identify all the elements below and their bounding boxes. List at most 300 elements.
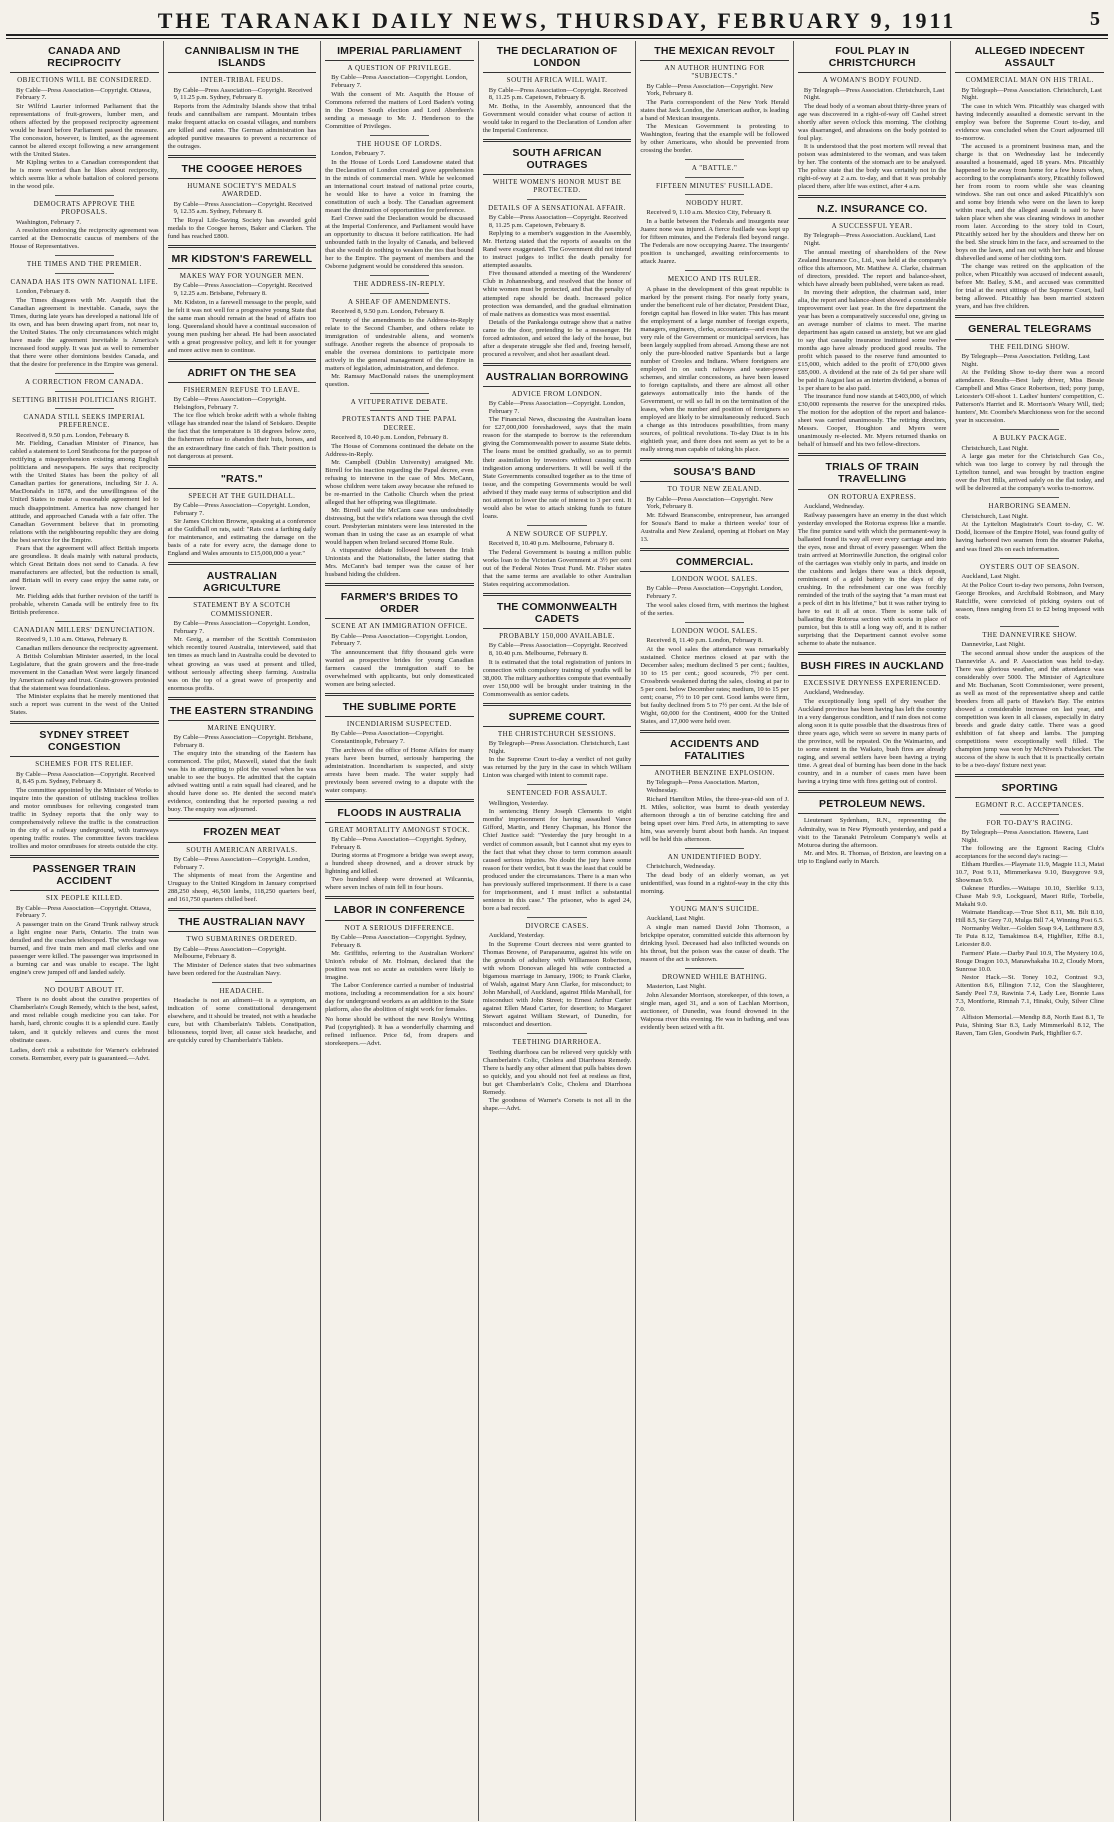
article-dateline: Received 9, 1.10 a.m. Ottawa, February 8. (16, 636, 128, 644)
article-paragraph: Fears that the agreement will affect British imports are groundless. It deals mainly with natural products, which Great Britain does not send to Canada. A few manufacturers are affected, but the reduction is small, and Britain will in every case enjoy the same rate, or lower. (10, 544, 159, 592)
article-dateline: By Cable—Press Association—Copyright. Received 8, 10.40 p.m. Melbourne, February 8. (488, 642, 628, 657)
page-number: 5 (1090, 8, 1100, 30)
article-dateline: By Cable—Press Association—Copyright. Melbourne, February 8. (173, 945, 287, 961)
article-dateline: By Cable—Press Association—Copyright. Received 9, 11.25 p.m. Sydney, February 8. (173, 86, 313, 102)
article (640, 164, 789, 266)
article-subhead: LONDON WOOL SALES. (671, 575, 758, 583)
article-headline: SYDNEY STREET CONGESTION (10, 727, 159, 757)
article (483, 369, 632, 521)
article-paragraph: Sir James Crichton Browne, speaking at a conference at the Guildhall on rats, said: "Rats cost a farthing daily for maintenance, and estimating the damage on the basis of a rate for every acre, the damage done to England and Wales amounts to £15,000,000 a year." (167, 518, 317, 558)
article-separator (798, 453, 947, 456)
article-subhead: WHITE WOMEN'S HONOR MUST BE PROTECTED. (492, 177, 622, 195)
article-dateline: By Cable—Press Association—Copyright. Helsingfors, February 7. (173, 396, 287, 411)
article-subhead: YOUNG MAN'S SUICIDE. (669, 904, 760, 913)
article-subhead: THE FEILDING SHOW. (989, 342, 1070, 351)
article-paragraph: The wool sales closed firm, with merinos the highest of the series. (640, 601, 789, 617)
article (798, 201, 947, 449)
article-paragraph: The case in which Wm. Pitcaithly was charged with having indecently assaulted a domestic servant in the employ was before the Supreme Court to-day, and evidence was concluded when the Court adjourned till to-morrow. (955, 102, 1105, 142)
article-paragraph: With the consent of Mr. Asquith the House of Commons referred the matters of Lord Baden's voting in the Down South election and Lord Aberdeen's sending a message to Mr. J. Henderson to the Committee of Privileges. (325, 90, 474, 130)
article-subhead: TEETHING DIARRHOEA. (512, 1038, 602, 1047)
article-paragraph: The Times disagrees with Mr. Asquith that the Canadian agreement is inevitable. Canada, says the Times, during late years has developed a national life of its own, and has been drawing apart from, not near to, the United States. The only circumstances which might have made the agreement inevitable is America's increased food supply. It was just as well to remember that there were other dominions besides Canada, and that the desire for preference in the Empire was general. (10, 296, 159, 369)
article-paragraph: A resolution endorsing the reciprocity agreement was carried at the Democratic caucus of members of the House of Representatives. (10, 227, 159, 251)
article-subhead: SCHEMES FOR ITS RELIEF. (35, 760, 134, 769)
article-headline: THE COMMONWEALTH CADETS (483, 599, 632, 629)
article-headline: IMPERIAL PARLIAMENT (325, 43, 474, 61)
article (168, 568, 317, 692)
article-paragraph: There is no doubt about the curative properties of Chamberlain's Cough Remedy, which is the best, safest, and most reliable cough medicine you can take. For harsh, hard, chronic coughs it is a splendid cure. Easily taken, and it quickly relieves and cures the most obstinate cases. (10, 996, 159, 1044)
article (10, 861, 159, 977)
article-paragraph: Nestor Hack.—St. Toney 10.2, Contrast 9.3, Attention 8.6, Ellington 7.12, Con the Slaughterer, Sandy Peel 7.9, Rawinia 7.4, Lady Lee, Bonnie Lass 7.3, Montforte, Rimnah 7.1, Hinaki, Ouly, Silver Cline 7.0. (955, 973, 1105, 1013)
article-separator (527, 917, 586, 918)
article-subhead: INCENDIARISM SUSPECTED. (346, 719, 453, 728)
article-headline: THE COOGEE HEROES (168, 161, 317, 179)
article (483, 145, 632, 359)
article (325, 699, 474, 795)
article-subhead: SENTENCED FOR ASSAULT. (506, 789, 608, 798)
article-paragraph: Earl Crewe said the Declaration would be discussed at the Imperial Conference, and Parliament would have an opportunity to discuss it before ratification. He had unbounded faith in the loyalty of Canada, and believed that she would do nothing to weaken the ties that bound her to the Empire. The payment of members and the Osborne judgment would be considered this session. (325, 214, 474, 271)
article (640, 905, 789, 964)
article (955, 434, 1104, 493)
article-dateline: Received 8, 10.40 p.m. London, February 8. (331, 433, 448, 441)
article-subhead: SIX PEOPLE KILLED. (46, 894, 123, 903)
article-headline: THE MEXICAN REVOLT (640, 43, 789, 61)
article-subhead: A SHEAF OF AMENDMENTS. (348, 297, 451, 306)
article-paragraph: Normanby Welter.—Golden Soap 9.4, Leithmere 8.9, Te Puia 8.12, Tamakimoa 8.4, Highflier, Effie 8.1, Leicester 8.0. (955, 925, 1105, 949)
article (483, 530, 632, 589)
article-separator (483, 139, 632, 142)
masthead-rule (6, 38, 1108, 39)
article-dateline: By Cable—Press Association—Copyright. New York, February 8. (646, 495, 774, 511)
article-dateline: By Cable—Press Association—Copyright. Constantinople, February 7. (331, 730, 444, 745)
article-subhead: MAKES WAY FOR YOUNGER MEN. (179, 272, 305, 281)
article-paragraph: The annual meeting of shareholders of the New Zealand Insurance Co., Ltd., was held at the company's office this afternoon, Mr. Matthew A. Clarke, chairman of directors, presided. The report and balance-sheet, which have already been published, were taken as read. (797, 248, 947, 288)
article (10, 986, 159, 1063)
article (10, 260, 159, 369)
article-subhead: OBJECTIONS WILL BE CONSIDERED. (17, 76, 152, 85)
article (955, 563, 1104, 622)
article-dateline: By Telegraph—Press Association. Christchurch, Last Night. (488, 740, 630, 755)
article-subhead: ON ROTORUA EXPRESS. (828, 492, 917, 501)
subhead-separator (685, 177, 744, 178)
subhead-separator (685, 194, 744, 195)
article-subhead: THE DANNEVIRKE SHOW. (982, 630, 1078, 639)
article (483, 789, 632, 912)
article-paragraph: The House of Commons continued the debate on the Address-in-Reply. (325, 442, 474, 458)
article-paragraph: Alfiston Memorial.—Mendip 8.8, North East 8.1, Te Puia, Shining Star 8.3, Lady Mimmerkahl 8.12, The Raven, Tam Glen, Goodwin Park, Highflier 6.7. (955, 1013, 1105, 1037)
article-subhead: THE HOUSE OF LORDS. (356, 139, 443, 148)
article-subhead: PROBABLY 150,000 AVAILABLE. (499, 632, 615, 641)
article-subhead: AN UNIDENTIFIED BODY. (667, 852, 762, 861)
article (640, 853, 789, 896)
article (10, 727, 159, 851)
subhead-separator (370, 410, 429, 411)
article-paragraph: Richard Hamilton Miles, the three-year-old son of J. H. Miles, solicitor, was burnt to death yesterday afternoon through a tin of benzine catching fire and being upset over him. Fred Arts, in attempting to save him, was severely burnt about both hands. An inquest will be held this afternoon. (640, 795, 789, 843)
article-paragraph: Mr. Kidston, in a farewell message to the people, said he felt it was not well for a progressive young State that the same man should remain at the head of affairs too long. Queensland should have a continual succession of young men pushing her ahead. He had been associated with a great progressive policy, and left it for younger and more active men to continue. (167, 298, 317, 354)
article-paragraph: Two hundred sheep were drowned at Wilcannia, where seven inches of rain fell in four hours. (325, 876, 474, 892)
article-paragraph: A single man named David John Thomson, a brickpipe operator, committed suicide this afternoon by drinking lysol. Deceased had also inflicted wounds on his throat, but the poison was the cause of death. The reason of the act is unknown. (640, 923, 789, 963)
article-paragraph: In moving their adoption, the chairman said, inter alia, the report and balance-sheet showed a considerable improvement over last year. In the fire department the year has been a comparatively successful one, giving us an average number of claims to meet. The marine department has again caused us anxiety, but we are glad to say that casualty insurance instituted some twelve months ago have already produced good results. The profit which passed to the reserve fund amounted to £15,000, which added to the profit of £70,000 gives £85,000. A dividend at the rate of 2s 6d per share will be paid in August last as an interim dividend, a bonus of 1s per share to be also paid. (797, 288, 947, 393)
article-subhead: A BULKY PACKAGE. (992, 434, 1067, 443)
article-headline: PETROLEUM NEWS. (798, 796, 947, 814)
article-subhead: CANADA HAS ITS OWN NATIONAL LIFE. (10, 277, 159, 286)
article-dateline: By Cable—Press Association—Copyright. London, February 7. (173, 502, 311, 517)
column-7 (951, 41, 1108, 1821)
article-subhead: A NEW SOURCE OF SUPPLY. (506, 529, 608, 538)
column-3 (321, 41, 479, 1821)
article-paragraph: Mr. Fielding, Canadian Minister of Finance, has cabled a statement to Lord Strathcona for the purpose of rectifying a misapprehension existing among English politicians and newspapers. He says that reciprocity with the United States has been the policy of all Canadian parties for generations, including Sir J. A. MacDonald's in 1878, and the unwillingness of the United States to make a reasonable agreement led to much disappointment. America has now changed her attitude, and approached Canada with a fair offer. The Canadian Government believe that in promoting relations with the neighbouring republic they are doing the best service for the Empire. (10, 440, 159, 544)
article-subhead: SOUTH AFRICA WILL WAIT. (506, 76, 608, 85)
article (168, 987, 317, 1046)
article-paragraph: In the Supreme Court to-day a verdict of not guilty was returned by the jury in the case in which William Linton was charged with intent to commit rape. (482, 756, 632, 780)
article-headline: FLOODS IN AUSTRALIA (325, 805, 474, 823)
article (10, 626, 159, 717)
article-separator (685, 622, 744, 623)
article-subhead: MARINE ENQUIRY. (207, 723, 277, 732)
article (483, 922, 632, 1029)
article-separator (798, 195, 947, 198)
article-paragraph: The Mexican Government is protesting to Washington, fearing that the example will be followed by other Americans, who should be prevented from crossing the border. (640, 123, 789, 155)
article-dateline: By Cable—Press Association—Copyright. London, February 7. (173, 620, 311, 635)
article-paragraph: At the wool sales the attendance was remarkably sustained. Choice merinos closed at par with the December sales; medium declined 5 per cent.; faulties, 10 to 15 per cent.; good scoureds, 7½ per cent. Crossbreds weakened during the sales, closing at par to 5 per cent. below December rates; medium, 10 to 15 per cent; coarse, 7½ to 10 per cent. Good lambs were firm, but faulty declined from 5 to 7½ per cent. At the Isle of Wight, 60,000 for the Continent, 4000 for the United States, and 17,000 were held over. (640, 645, 789, 725)
article-dateline: Christchurch, Last Night. (961, 512, 1029, 520)
article-separator (168, 908, 317, 911)
article-separator (325, 583, 474, 586)
article-dateline: Received 8, 10.40 p.m. Melbourne, February 8. (488, 540, 614, 548)
article-paragraph: In a battle between the Federals and insurgents near Juarez none was injured. A fierce fusillade was kept up for fifteen minutes, and the Federals fled beyond range. The Federals are now occupying Juarez. The insurgents' position is unchanged, awaiting reinforcements to attack Juarez. (640, 217, 789, 266)
article-subhead: A QUESTION OF PRIVILEGE. (347, 64, 452, 73)
article-paragraph: It is estimated that the total registration of juniors in connection with compulsory training of youths will be 38,000. The military authorities compute that eventually over 150,000 will be brought under training in the Commonwealth as senior cadets. (482, 658, 632, 698)
article-subhead: AN AUTHOR HUNTING FOR "SUBJECTS." (664, 64, 765, 81)
article (168, 824, 317, 904)
article-paragraph: At the Feilding Show to-day there was a record attendance. Results—Best lady driver, Miss Bessie Campbell and Miss Grace Robertson, tied; pony jump, Leicester's Off-shoot 1. Ladies' hunters' competition, C. Patterson's Harriet and R. Morrison's Weary Will, tied; hunters', Mr. Coombe's Marchioness won for the second year in succession. (955, 369, 1105, 425)
article-headline: THE AUSTRALIAN NAVY (168, 914, 317, 932)
article-separator (640, 458, 789, 461)
article-subhead: NOT A SERIOUS DIFFERENCE. (344, 923, 455, 932)
article-dateline: By Cable—Press Association—Copyright. Sydney, February 8. (331, 836, 467, 851)
article-headline: AUSTRALIAN BORROWING (483, 369, 632, 387)
article (483, 599, 632, 699)
article (168, 43, 317, 151)
article-paragraph: John Alexander Morrison, storekeeper, of this town, a single man, aged 31, and a son of Lachlan Morrison, auctioneer, of Dunedin, was found drowned in the Waipoua river this evening. He was in bathing, and was evidently been seized with a fit. (640, 991, 789, 1032)
article-paragraph: In the House of Lords Lord Lansdowne stated that the Declaration of London created grave apprehension in the minds of commercial men. While he welcomed an international court instead of national prize courts, he would like to have a voice in framing the constitution of such a body. The Canadian agreement meant the diminution of opportunities for preference. (325, 158, 474, 214)
article-paragraph: In sentencing Henry Joseph Clements to eight months' imprisonment for having assaulted Vance Gifford, Martin, and Henry Chapman, his Honor the Chief Justice said: "Yesterday the jury brought in a verdict of common assault, but I cannot shut my eyes to the fact that what they chose to term common assault caused serious injuries. No doubt the jury have some reason for their verdict, but it was the least that could be produced under the circumstances. There is a man who has previously suffered imprisonment. If there is a case for imprisonment, and I must inflict a substantial sentence in this case." The prisoner, who is aged 24, bore a bad record. (482, 808, 632, 912)
article-paragraph: Canadian millers denounce the reciprocity agreement. (16, 644, 159, 652)
article-dateline: Auckland, Last Night. (646, 915, 705, 923)
article-paragraph: At the Police Court to-day two persons, John Iverson, George Brookes, and Archibald Robinson, and Mary Ratcliffe, were convicted of picking oysters out of season, fines ranging from £1 to £2 being imposed with costs. (955, 581, 1105, 621)
article-paragraph: The shipments of meat from the Argentine and Uruguay to the United Kingdom in January comprised 288,250 sheep, 46,500 lambs, 118,250 quarters beef, and 161,750 quarters chilled beef. (167, 872, 317, 904)
article-paragraph: Replying to a member's suggestion in the Assembly, Mr. Hertzog stated that the reports of assaults on the Rand were exaggerated. The Government did not intend to instruct judges to inflict the death penalty for attempted assaults. (482, 230, 632, 270)
article-subhead: HEADACHE. (219, 986, 265, 995)
article-headline: CANADA AND RECIPROCITY (10, 43, 159, 73)
article-paragraph: Sir Wilfrid Laurier informed Parliament that the representations of fruit-growers, lumber men, and others affected by the proposed reciprocity agreement would be heard before Parliament passed the measure. The concession, however, is limited, as the agreement cannot be altered except following a new arrangement with the United States. (10, 102, 159, 158)
article-dateline: Auckland, Wednesday. (803, 689, 865, 697)
article-paragraph: Mr. Campbell (Dublin University) arraigned Mr. Birrell for his inaction regarding the Papal decree, even refusing to intervene in the case of Mrs. McCann, whose children were taken away because she refused to be re-married in the Catholic Church when the priest alleged that her offspring was illegitimate. (325, 458, 474, 506)
article-subhead: HARBORING SEAMEN. (988, 502, 1071, 511)
article (325, 589, 474, 689)
article-paragraph: The goodness of Warner's Corsets is not all in the shape.—Advt. (482, 1096, 632, 1112)
article (168, 161, 317, 241)
article-paragraph: The Royal Life-Saving Society has awarded gold medals to the Coogee heroes, Baker and Clarken. The fund has reached £800. (167, 216, 317, 240)
article (640, 275, 789, 454)
article-subhead: FISHERMEN REFUSE TO LEAVE. (183, 385, 301, 394)
article-separator (798, 652, 947, 655)
article-separator (370, 393, 429, 394)
article-paragraph: Waimate Handicap.—True Shot 8.11, Mt. Bilt 8.10, Hill 8.5, Sir Grey 7.0, Mulga Bill 7.4, Winning Post 6.5. (955, 909, 1105, 925)
subhead-separator (55, 273, 114, 274)
article-paragraph: Mr. Griffiths, referring to the Australian Workers' Union's rebuke of Mr. Holman, declared that the position was not so acute as outsiders were likely to imagine. (325, 950, 474, 982)
article-paragraph: Mr. Birrell said the McCann case was undoubtedly distressing, but the wife's relations was through the civil court. Presbyterian ministers were less interested in the woman than in using the case as an example of what would happen when Ireland secured Home Rule. (325, 506, 474, 546)
article-subhead: SCENE AT AN IMMIGRATION OFFICE. (331, 622, 468, 631)
article (483, 43, 632, 135)
article-separator (685, 159, 744, 160)
article (168, 914, 317, 978)
article-separator (640, 548, 789, 551)
article-dateline: By Cable—Press Association—Copyright. London, February 7. (646, 585, 783, 600)
article-headline: ACCIDENTS AND FATALITIES (640, 736, 789, 766)
subhead-separator (1000, 814, 1059, 815)
subhead-separator (55, 408, 114, 409)
article-dateline: By Cable—Press Association—Copyright. Received 8, 8.45 p.m. Sydney, February 8. (16, 770, 155, 786)
article-separator (1000, 497, 1059, 498)
article-separator (1000, 626, 1059, 627)
article-subhead: EXCESSIVE DRYNESS EXPERIENCED. (803, 679, 941, 688)
article-headline: ALLEGED INDECENT ASSAULT (955, 43, 1104, 73)
article-separator (168, 359, 317, 362)
article (168, 365, 317, 461)
article-paragraph: In the Supreme Court decrees nisi were granted to Thomas Browne, of Paraparaumu, against his wife on the grounds of adultery with Williamson Robertson, with whom Donovan alleged his wife contracted a bigamous marriage in January, 1906; to Frank Clarke, of Walsh, against Mary Ann Clarke, for misconduct; to John Marshall, of Auckland, against Hilda Marshall, for misconduct with John Street; to Ernest Arthur Carter against Ellen Maud Carter, for desertion; to Margaret Stewart against William Stewart, of Dunedin, for misconduct and desertion. (482, 940, 632, 1029)
article-paragraph: The Labor Conference carried a number of industrial motions, including a recommendation for a six hours' day for underground workers as an addition to the State platform, also the abolition of night work for females. (325, 982, 474, 1014)
article-separator (370, 135, 429, 136)
article-paragraph: Headache is not an ailment—it is a symptom, an indication of some constitutional derangement elsewhere, and it should be treated, not with a headache cure, but with Chamberlain's Tablets. Constipation, biliousness, torpid liver, all cause sick headache, and are quickly cured by Chamberlain's Tablets. (167, 997, 317, 1045)
article-paragraph: The archives of the office of Home Affairs for many years have been burned, seriously hampering the administration. Incendiarism is suspected, and sixty arrests have been made. The water supply had previously been severed owing to a dispute with the water company. (325, 746, 474, 794)
article-headline: COMMERCIAL. (640, 554, 789, 572)
article (325, 43, 474, 131)
article-paragraph: Oaknese Hurdles.—Waitapu 10.10, Sterlike 9.13, Chase Mab 9.9, Lockguard, Maori Rifle, Torbelle, Makahi 9.0. (955, 885, 1105, 909)
advertisement-text: Ladies, don't risk a substitute for Warner's celebrated corsets. Remember, every pair is guaranteed.—Advt. (10, 1046, 159, 1062)
article-dateline: Received 9, 1.10 a.m. Mexico City, February 8. (646, 209, 772, 217)
article-dateline: Auckland, Last Night. (961, 572, 1021, 580)
article-paragraph: The exceptionally long spell of dry weather the Auckland province has been having has left the country in a very dangerous condition, and if rain does not come along soon it is quite possible that the disastrous fires of three years ago, which were so severe in many parts of the province, will be repeated. On the Waimarino, and to some extent in the Waikato, bush fires are already raging, and several settlers have been having a trying time. A great deal of burning has been done in the back country, and in a number of cases men have been having a trying time with fires getting out of control. (797, 698, 947, 786)
article-paragraph: The Paris correspondent of the New York Herald states that Jack London, the American author, is leading a band of Mexican insurgents. (640, 99, 789, 123)
article-subhead: THE CHRISTCHURCH SESSIONS. (497, 729, 617, 738)
article (325, 805, 474, 893)
article (168, 471, 317, 559)
article-headline: FOUL PLAY IN CHRISTCHURCH (798, 43, 947, 73)
article-subhead: A CORRECTION FROM CANADA. (24, 378, 144, 387)
article-paragraph: Details of the Pankalonga outrage show that a native came to the door, pretending to be a messenger. He forced admission, and seized the lady of the house, but after a desperate struggle she fled and, freeing herself, procured a revolver, and shot her assailant dead. (482, 318, 632, 358)
article-separator (325, 799, 474, 802)
column-5 (636, 41, 794, 1821)
article-paragraph: The Minister explains that he merely mentioned that such a report was current in the west of the United States. (10, 693, 159, 717)
article-dateline: By Telegraph—Press Association. Auckland, Last Night. (803, 232, 936, 248)
article-paragraph: The committee appointed by the Minister of Works to inquire into the question of utilising trackless trollies and motor omnibuses for relieving congested tram traffic in Sydney reports that the only way to comprehensively relieve the traffic is the construction in the city of a railway underground, with tramways opening traffic routes. The committee favors trackless trollies and motor omnibuses for streets outside the city. (10, 786, 159, 851)
article-headline: PASSENGER TRAIN ACCIDENT (10, 861, 159, 891)
article-dateline: Auckland, Yesterday. (488, 932, 545, 940)
article-separator (10, 721, 159, 724)
article-separator (527, 525, 586, 526)
columns-container (6, 41, 1108, 1821)
article-separator (527, 1033, 586, 1034)
article-separator (168, 245, 317, 248)
article-dateline: By Cable—Press Association—Copyright. Brisbane, February 8. (173, 734, 313, 749)
article-separator (483, 593, 632, 596)
article (168, 251, 317, 355)
article-headline: FARMER'S BRIDES TO ORDER (325, 589, 474, 619)
subhead-separator (527, 199, 586, 200)
article-paragraph: The dead body of a woman about thirty-three years of age was discovered in a right-of-way off Cashel street shortly after seven o'clock this morning. The clothing was disarranged, and abrasions on the body pointed to foul play. (797, 102, 947, 142)
article-separator (168, 818, 317, 821)
article-paragraph: The enquiry into the stranding of the Eastern has commenced. The pilot, Maxwell, stated that the fault was his in attempting to pilot the vessel when he was unable to see the buoys. He admitted that the captain advised waiting until a rain squall had cleared, and he should have done so. He denied the second mate's evidence, contending that he reported passing a red buoy. The enquiry was adjourned. (167, 750, 317, 814)
article-dateline: Masterton, Last Night. (646, 983, 707, 991)
article-paragraph: It is understood that the post mortem will reveal that poison was administered to the woman, and was taken by her. The contents of the stomach are to be analysed. The police state that the body was certainly not in the right-of-way at 2 a.m. to-day, and that it was probably placed there, after life was extinct, after 4 a.m. (797, 142, 947, 190)
article-paragraph: The accused is a prominent business man, and the charge is that on Wednesday last he indecently assaulted a housemaid, aged 18 years. Mrs. Pitcaithly happened to be away from home for a few hours when, according to the complainant's story, Pitcaithly followed her from room to room while she was cleaning windows. She ran out once and asked Pitcaithly's son and some boy friends who were on the lawn to keep within reach, and the alleged assault is said to have taken place when she was cleaning windows in another room later. According to the story told in Court, Pitcaithly seized her by the shoulders and threw her on the bed. She struck him in the face, and screamed to the boys on the lawn, and ran out with her hair and blouse dishevelled and some of her clothing torn. (955, 142, 1105, 263)
article-dateline: By Cable—Press Association—Copyright. Received 9, 12.35 a.m. Sydney, February 8. (173, 200, 313, 216)
article (798, 796, 947, 865)
article-subhead: CANADIAN MILLERS' DENUNCIATION. (13, 625, 156, 634)
article-paragraph: A phase in the development of this great republic is marked by the present rising. For nearly forty years, under the beneficent rule of her dictator, President Diaz, foreign capital has flowed in like water. This has meant the employment of a large number of foreign experts, managers, engineers, clerks, accountants—and even the very rule of the Government or municipal services, has been largely supplied from abroad. Among these are not only the pure-blooded native Spaniards but a large number of Creoles and Indians. Where foreigners are employed in on such railways and water-power schemes, and similar concessions, as have been leased to foreign capitalists, and there are almost all other gateways automatically into the hands of the Government, or will so fall in on the termination of the leases, when the number and position of foreigners so employed are likely to be simultaneously reduced. Such a change as this introduces possibilities, from many sources, of political revolutions. To-day Diaz is in his eightieth year, and there does not seem as yet to be a really strong man capable of taking his place. (640, 285, 789, 454)
article-separator (10, 855, 159, 858)
article-subhead: LONDON WOOL SALES. (671, 626, 758, 635)
article-paragraph: Five thousand attended a meeting of the Wanderers' Club in Johannesburg, and resolved that the honor of white women must be protected, and that the penalty of attempted rape should be death. Increased police protection was demanded, and the gradual elimination of male natives as domestics was most essential. (482, 270, 632, 318)
article (955, 43, 1104, 311)
article-separator (55, 195, 114, 196)
article-dateline: Christchurch, Wednesday. (646, 863, 715, 871)
article-dateline: Received 8, 9.50 p.m. London, February 8. (16, 431, 130, 439)
article-subhead: DETAILS OF A SENSATIONAL AFFAIR. (488, 203, 626, 212)
article-subhead: HUMANE SOCIETY'S MEDALS AWARDED. (187, 181, 297, 199)
article-separator (325, 896, 474, 899)
article-separator (955, 774, 1104, 777)
column-2 (164, 41, 322, 1821)
article-separator (55, 255, 114, 256)
article-subhead: A VITUPERATIVE DEBATE. (350, 397, 449, 406)
article-separator (955, 315, 1104, 318)
article (798, 43, 947, 191)
article-dateline: By Cable—Press Association—Copyright. New York, February 8. (646, 82, 774, 98)
article-paragraph: The insurance fund now stands at £403,000, of which £30,000 represents the reserve for the unexpired risks. The motion for the adoption of the report and balance-sheet was carried unanimously. The retiring directors, Messrs. Cooper, Houghton and Myers were unanimously re-elected. Mr. Myers returned thanks on behalf of himself and his two fellow-directors. (797, 393, 947, 449)
article (798, 658, 947, 786)
article-subhead: MEXICO AND ITS RULER. (667, 275, 762, 284)
article-dateline: Auckland, Wednesday. (803, 502, 865, 510)
article-paragraph: Mr. Edward Branscombe, entrepreneur, has arranged for Sousa's Band to make a thirteen weeks' tour of Australia and New Zealand, opening at Hobart on May 13. (640, 511, 789, 543)
article-subhead: DROWNED WHILE BATHING. (662, 972, 768, 981)
article (798, 459, 947, 648)
article-subhead: THE TIMES AND THE PREMIER. (26, 260, 142, 269)
article (640, 554, 789, 618)
article (483, 709, 632, 781)
article (325, 902, 474, 1048)
article-paragraph: The Minister of Defence states that two submarines have been ordered for the Australian Navy. (167, 961, 317, 977)
article-headline: FROZEN MEAT (168, 824, 317, 842)
article-paragraph: Mr Kipling writes to a Canadian correspondent that he is more worried than he likes about reciprocity, which seems like a whole battalion of colored persons in the wood pile. (10, 158, 159, 190)
article (640, 627, 789, 726)
article-separator (55, 373, 114, 374)
article-separator (1000, 558, 1059, 559)
article-dateline: Washington, February 7. (16, 218, 82, 226)
article-headline: "RATS." (168, 471, 317, 489)
article-subhead: STATEMENT BY A SCOTCH COMMISSIONER. (193, 601, 291, 618)
article (325, 140, 474, 271)
article-paragraph: The Financial News, discussing the Australian loans for £27,000,000 foreshadowed, says that the main reason for the stampede to borrow is the referendum giving the Commonwealth power to assume State debts. The loans must be omitted gradually, so as to permit their assimilation by investors without causing scrip indigestion among underwriters. It will be well if the State Governments consulted together as to the time of issue, and the competing Governments would be well advised if they made easy terms of subscription and did not attempt to lower the rate of interest to 3 per cent. It would also be wise to attach sinking funds to future loans. (482, 416, 632, 520)
article-paragraph: Railway passengers have an enemy in the dust which yesterday enveloped the Rotorua express like a mantle. The fine pumice sand with which the permanent-way is ballasted found its way all over every carriage and into the eyes, nose and throat of every passenger. When the train arrived at Morrinsville Junction, the original color of the carriages was visibly only in parts, and inside on the cushions and ledges there was a thick deposit, reminiscent of a gold battery in the days of dry crushing. In the refreshment car one was forcibly reminded of the truth of the saying that "a man must eat a peck of dirt in his lifetime," but it was rather trying to have to eat it all at once. There is some talk of ballasting the Rotorua section with scoria in place of pumice, but this is still a long way off, and it is rather surprising that the Department cannot evolve some scheme to abate the nuisance. (797, 511, 947, 647)
article-headline: ADRIFT ON THE SEA (168, 365, 317, 383)
article-dateline: By Cable—Press Association—Copyright. Received 9, 12.25 a.m. Brisbane, February 8. (173, 282, 313, 297)
article-headline: BUSH FIRES IN AUCKLAND (798, 658, 947, 676)
article-headline: THE DECLARATION OF LONDON (483, 43, 632, 73)
advertisement-text: No home should be without the new Rosly's Writing Pad (copyrighted). It has a wonderfully charming and refined influence. Price 6d, from drapers and storekeepers.—Advt. (325, 1016, 474, 1048)
article-headline: CANNIBALISM IN THE ISLANDS (168, 43, 317, 73)
article-dateline: By Cable—Press Association—Copyright. Received 8, 11.25 p.m. Capetown, February 8. (488, 86, 628, 102)
article-paragraph: The dead body of an elderly woman, as yet unidentified, was found in a rightof-way in the city this morning. (640, 871, 789, 895)
article-paragraph: The change was retired on the application of the police, when Pitcaithly was accused of indecent assault, before Mr. Bailey, S.M., and accused was committed for trial at the next sittings of the Supreme Court, bail being allowed. Pitcaithly has been married sixteen years, and has five children. (955, 263, 1105, 311)
article (168, 703, 317, 815)
article-paragraph: Teething diarrhoea can be relieved very quickly with Chamberlain's Colic, Cholera and Diarrhoea Remedy. There is hardly any other ailment that pulls babies down so quickly, and you should not feel at restless as first, but get Chamberlain's Colic, Cholera and Diarrhoea Remedy. (482, 1048, 632, 1096)
article-paragraph: Eltham Hurdles.—Playmate 11.9, Magpie 11.3, Matai 10.7, Post 9.11, Mimmerkawa 9.10, Busygrove 9.9, Showman 9.9. (955, 861, 1105, 885)
article-paragraph: During storms at Frogmore a bridge was swept away, a hundred sheep drowned, and a drover struck by lightning and killed. (325, 852, 474, 876)
article (483, 1038, 632, 1113)
article-subhead: DEMOCRATS APPROVE THE PROPOSALS. (33, 200, 135, 217)
article-headline: N.Z. INSURANCE CO. (798, 201, 947, 219)
article-subhead: ADVICE FROM LONDON. (511, 389, 603, 398)
article-subhead: A SUCCESSFUL YEAR. (831, 222, 913, 231)
newspaper-title: THE TARANAKI DAILY NEWS, THURSDAY, FEBRUARY 9, 1911 (157, 8, 957, 33)
article-paragraph: At the Lyttelton Magistrate's Court to-day, C. W. Dodd, licensee of the Empire Hotel, was found guilty of having harbored two seamen from the steamer Pakeha, and was fined 20s on each information. (955, 521, 1105, 553)
article-subhead: OYSTERS OUT OF SEASON. (979, 562, 1080, 571)
article-dateline: By Cable—Press Association—Copyright. Ottawa, February 7. (16, 904, 151, 920)
article-subhead: CANADA STILL SEEKS IMPERIAL PREFERENCE. (23, 412, 146, 430)
article-paragraph: Lieutenant Sydenham, R.N., representing the Admiralty, was in New Plymouth yesterday, and paid a visit to the Taranaki Petroleum Company's wells at Moturoa during the afternoon. (797, 817, 947, 849)
article-headline: SOUTH AFRICAN OUTRAGES (483, 145, 632, 175)
article-subhead: SOUTH AMERICAN ARRIVALS. (186, 845, 298, 854)
article-separator (55, 621, 114, 622)
article (10, 43, 159, 191)
article-dateline: By Telegraph—Press Association. Feilding, Last Night. (961, 352, 1090, 368)
article-paragraph: The second annual show under the auspices of the Dannevirke A. and P. Association was held to-day. There was glorious weather, and the attendance was considerably over 5000. The Minister of Agriculture and Mr. Buchanan, Scott Commissioner, were present, as well as most of the representative sheep and cattle breeders from all parts of Hawke's Bay. The entries showed a considerable increase on last year, and competition was keen in all classes, especially in dairy breeds and grade dairy cattle. There was a good exhibition of fat sheep and lambs. The jumping competitions were exceptionally well filled. The champion jump was won by McNiven's Fulsocket. The success of the show is such that it is practically certain to be a two-days' fixture next year. (955, 649, 1105, 770)
article-separator (212, 982, 271, 983)
article-headline: LABOR IN CONFERENCE (325, 902, 474, 920)
article-subhead: A WOMAN'S BODY FOUND. (822, 76, 922, 85)
article-paragraph: The ice floe which broke adrift with a whole fishing village has stranded near the island of Seiskaro. Despite the fact that the temperature is 18 degrees below zero, the fishermen refuse to abandon their huts, horses, and the an extraordinary fine catch of fish. Their position is not dangerous at present. (167, 412, 317, 460)
column-4 (479, 41, 637, 1821)
article-headline: SPORTING (955, 780, 1104, 798)
article-separator (325, 693, 474, 696)
article-separator (640, 730, 789, 733)
article-dateline: London, February 7. (331, 150, 386, 158)
article-separator (370, 275, 429, 276)
article-paragraph: The Federal Government is issuing a million public works loan to the Victorian Government at 3½ per cent out of the Federal Notes Trust Fund. Mr. Fisher states that the same terms are available to other Australian States requiring accommodation. (482, 548, 632, 588)
article-dateline: Christchurch, Last Night. (961, 444, 1029, 452)
article-separator (527, 784, 586, 785)
article-subhead: DIVORCE CASES. (525, 921, 589, 930)
article-dateline: By Cable—Press Association—Copyright. London, February 7. (331, 632, 468, 648)
article-paragraph: A vituperative debate followed between the Irish Unionists and the Nationalists, the latter stating that Mrs. McCann's bad temper was the cause of her husband hiding the children. (325, 546, 474, 579)
article (955, 780, 1104, 1038)
column-1 (6, 41, 164, 1821)
article-separator (168, 465, 317, 468)
article-dateline: Dannevirke, Last Night. (961, 641, 1026, 649)
article-subhead: A "BATTLE." (691, 164, 738, 173)
article-subhead: ANOTHER BENZINE EXPLOSION. (654, 769, 775, 778)
article-subhead: NOBODY HURT. (685, 199, 744, 207)
article-subhead: FOR TO-DAY'S RACING. (986, 818, 1074, 827)
article-subhead: THE ADDRESS-IN-REPLY. (353, 280, 446, 289)
article-subhead: TWO SUBMARINES ORDERED. (186, 935, 298, 944)
article-separator (685, 270, 744, 271)
article (640, 736, 789, 844)
article-subhead: GREAT MORTALITY AMONGST STOCK. (328, 825, 471, 834)
article-paragraph: Reports from the Admiralty Islands show that tribal feuds and cannibalism are rampant. Mountain tribes make frequent attacks on coastal villages, and numbers are killed and eaten. The German administration has adopted punitive measures to prevent a recurrence of the outrages. (167, 102, 317, 150)
article-paragraph: Mr. Fielding adds that further revision of the tariff is probable, wherein Canada will be entirely free to fix British preference. (10, 592, 159, 616)
